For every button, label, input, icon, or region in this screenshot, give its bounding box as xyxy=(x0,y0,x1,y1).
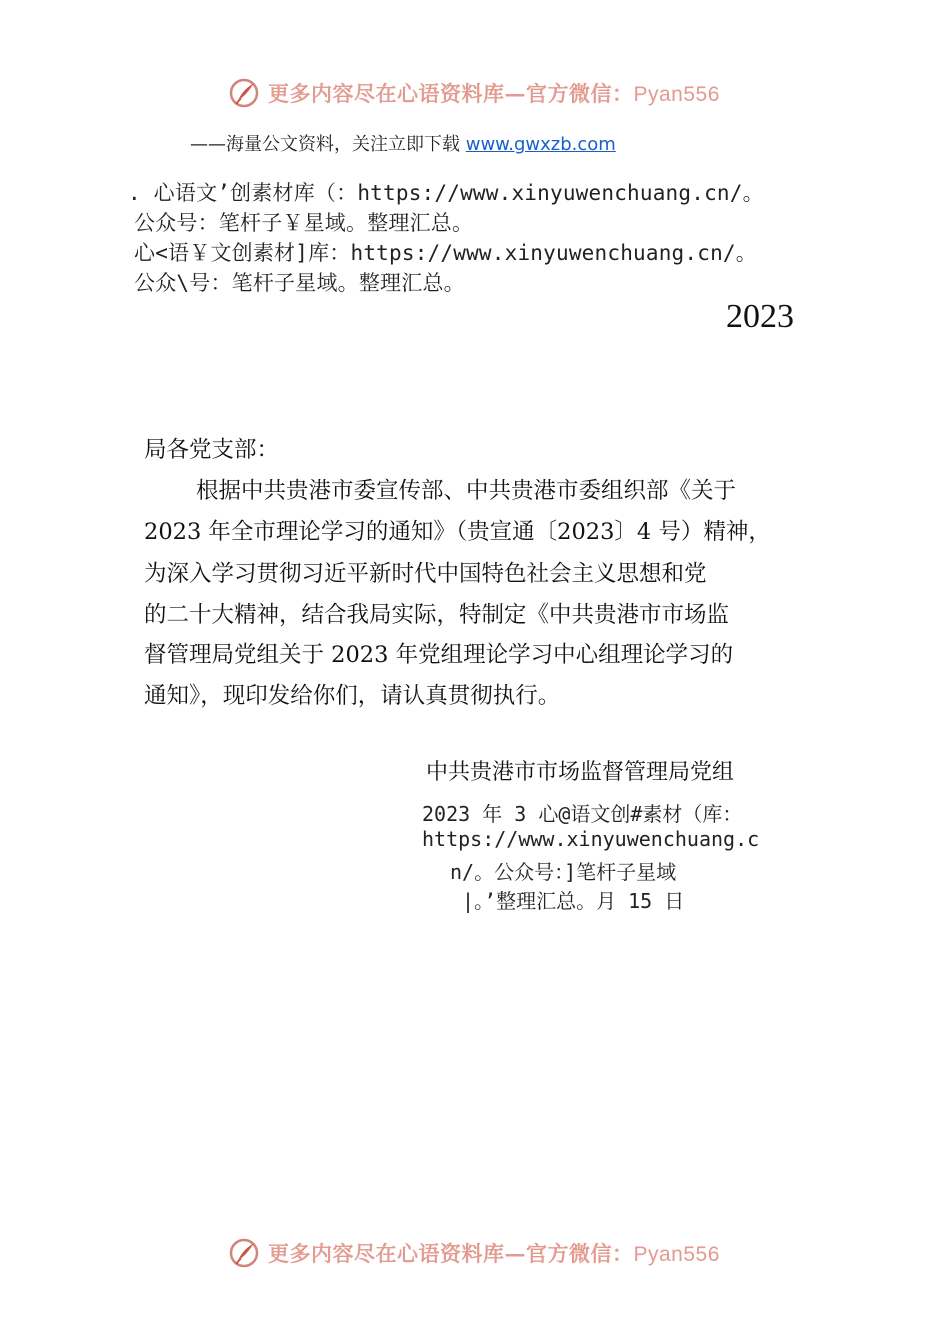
signature-org: 中共贵港市市场监督管理局党组 xyxy=(426,760,735,785)
download-subline xyxy=(190,130,616,156)
signature-date-line: https://www.xinyuwenchuang.c xyxy=(422,827,760,851)
body-line: 的二十大精神，结合我局实际，特制定《中共贵港市市场监 xyxy=(144,602,730,628)
download-link[interactable]: www.gwxzb.com xyxy=(465,134,616,155)
feather-pen-logo-icon xyxy=(228,77,260,109)
wechat-handle: Pyan556 xyxy=(633,1243,720,1266)
signature-date-line: n/。公众号：]笔杆子星域 xyxy=(450,860,677,884)
watermark-line: 公众\号：笔杆子星域。整理汇总。 xyxy=(134,271,465,295)
signature-date-line: |。’整理汇总。月 15 日 xyxy=(462,889,685,913)
banner-text: 更多内容尽在心语资料库—官方微信：Pyan556 xyxy=(268,81,720,106)
banner-text: 更多内容尽在心语资料库—官方微信：Pyan556 xyxy=(268,1241,720,1266)
body-line: 通知》，现印发给你们，请认真贯彻执行。 xyxy=(144,683,561,709)
body-line: 督管理局党组关于 2023 年党组理论学习中心组理论学习的 xyxy=(144,642,734,668)
body-line: 为深入学习贯彻习近平新时代中国特色社会主义思想和党 xyxy=(144,561,707,587)
body-line: 根据中共贵港市委宣传部、中共贵港市委组织部《关于 xyxy=(196,478,737,504)
signature-date-line: 2023 年 3 心@语文创#素材（库： xyxy=(422,802,743,826)
watermark-line: . 心语文’创素材库（：https://www.xinyuwenchuang.cn/。 xyxy=(128,181,764,205)
year-heading: 2023 xyxy=(726,298,794,335)
watermark-line: 心<语￥文创素材]库：https://www.xinyuwenchuang.cn/。 xyxy=(134,241,757,265)
subline-text: ——海量公文资料，关注立即下载 xyxy=(190,134,466,155)
header-banner xyxy=(228,77,720,109)
watermark-line: 公众号：笔杆子￥星域。整理汇总。 xyxy=(134,211,474,235)
wechat-handle: Pyan556 xyxy=(633,83,720,106)
salutation: 局各党支部： xyxy=(144,437,280,463)
footer-banner xyxy=(228,1237,720,1269)
body-line: 2023 年全市理论学习的通知》（贵宣通〔2023〕4 号）精神， xyxy=(144,519,771,545)
feather-pen-logo-icon xyxy=(228,1237,260,1269)
